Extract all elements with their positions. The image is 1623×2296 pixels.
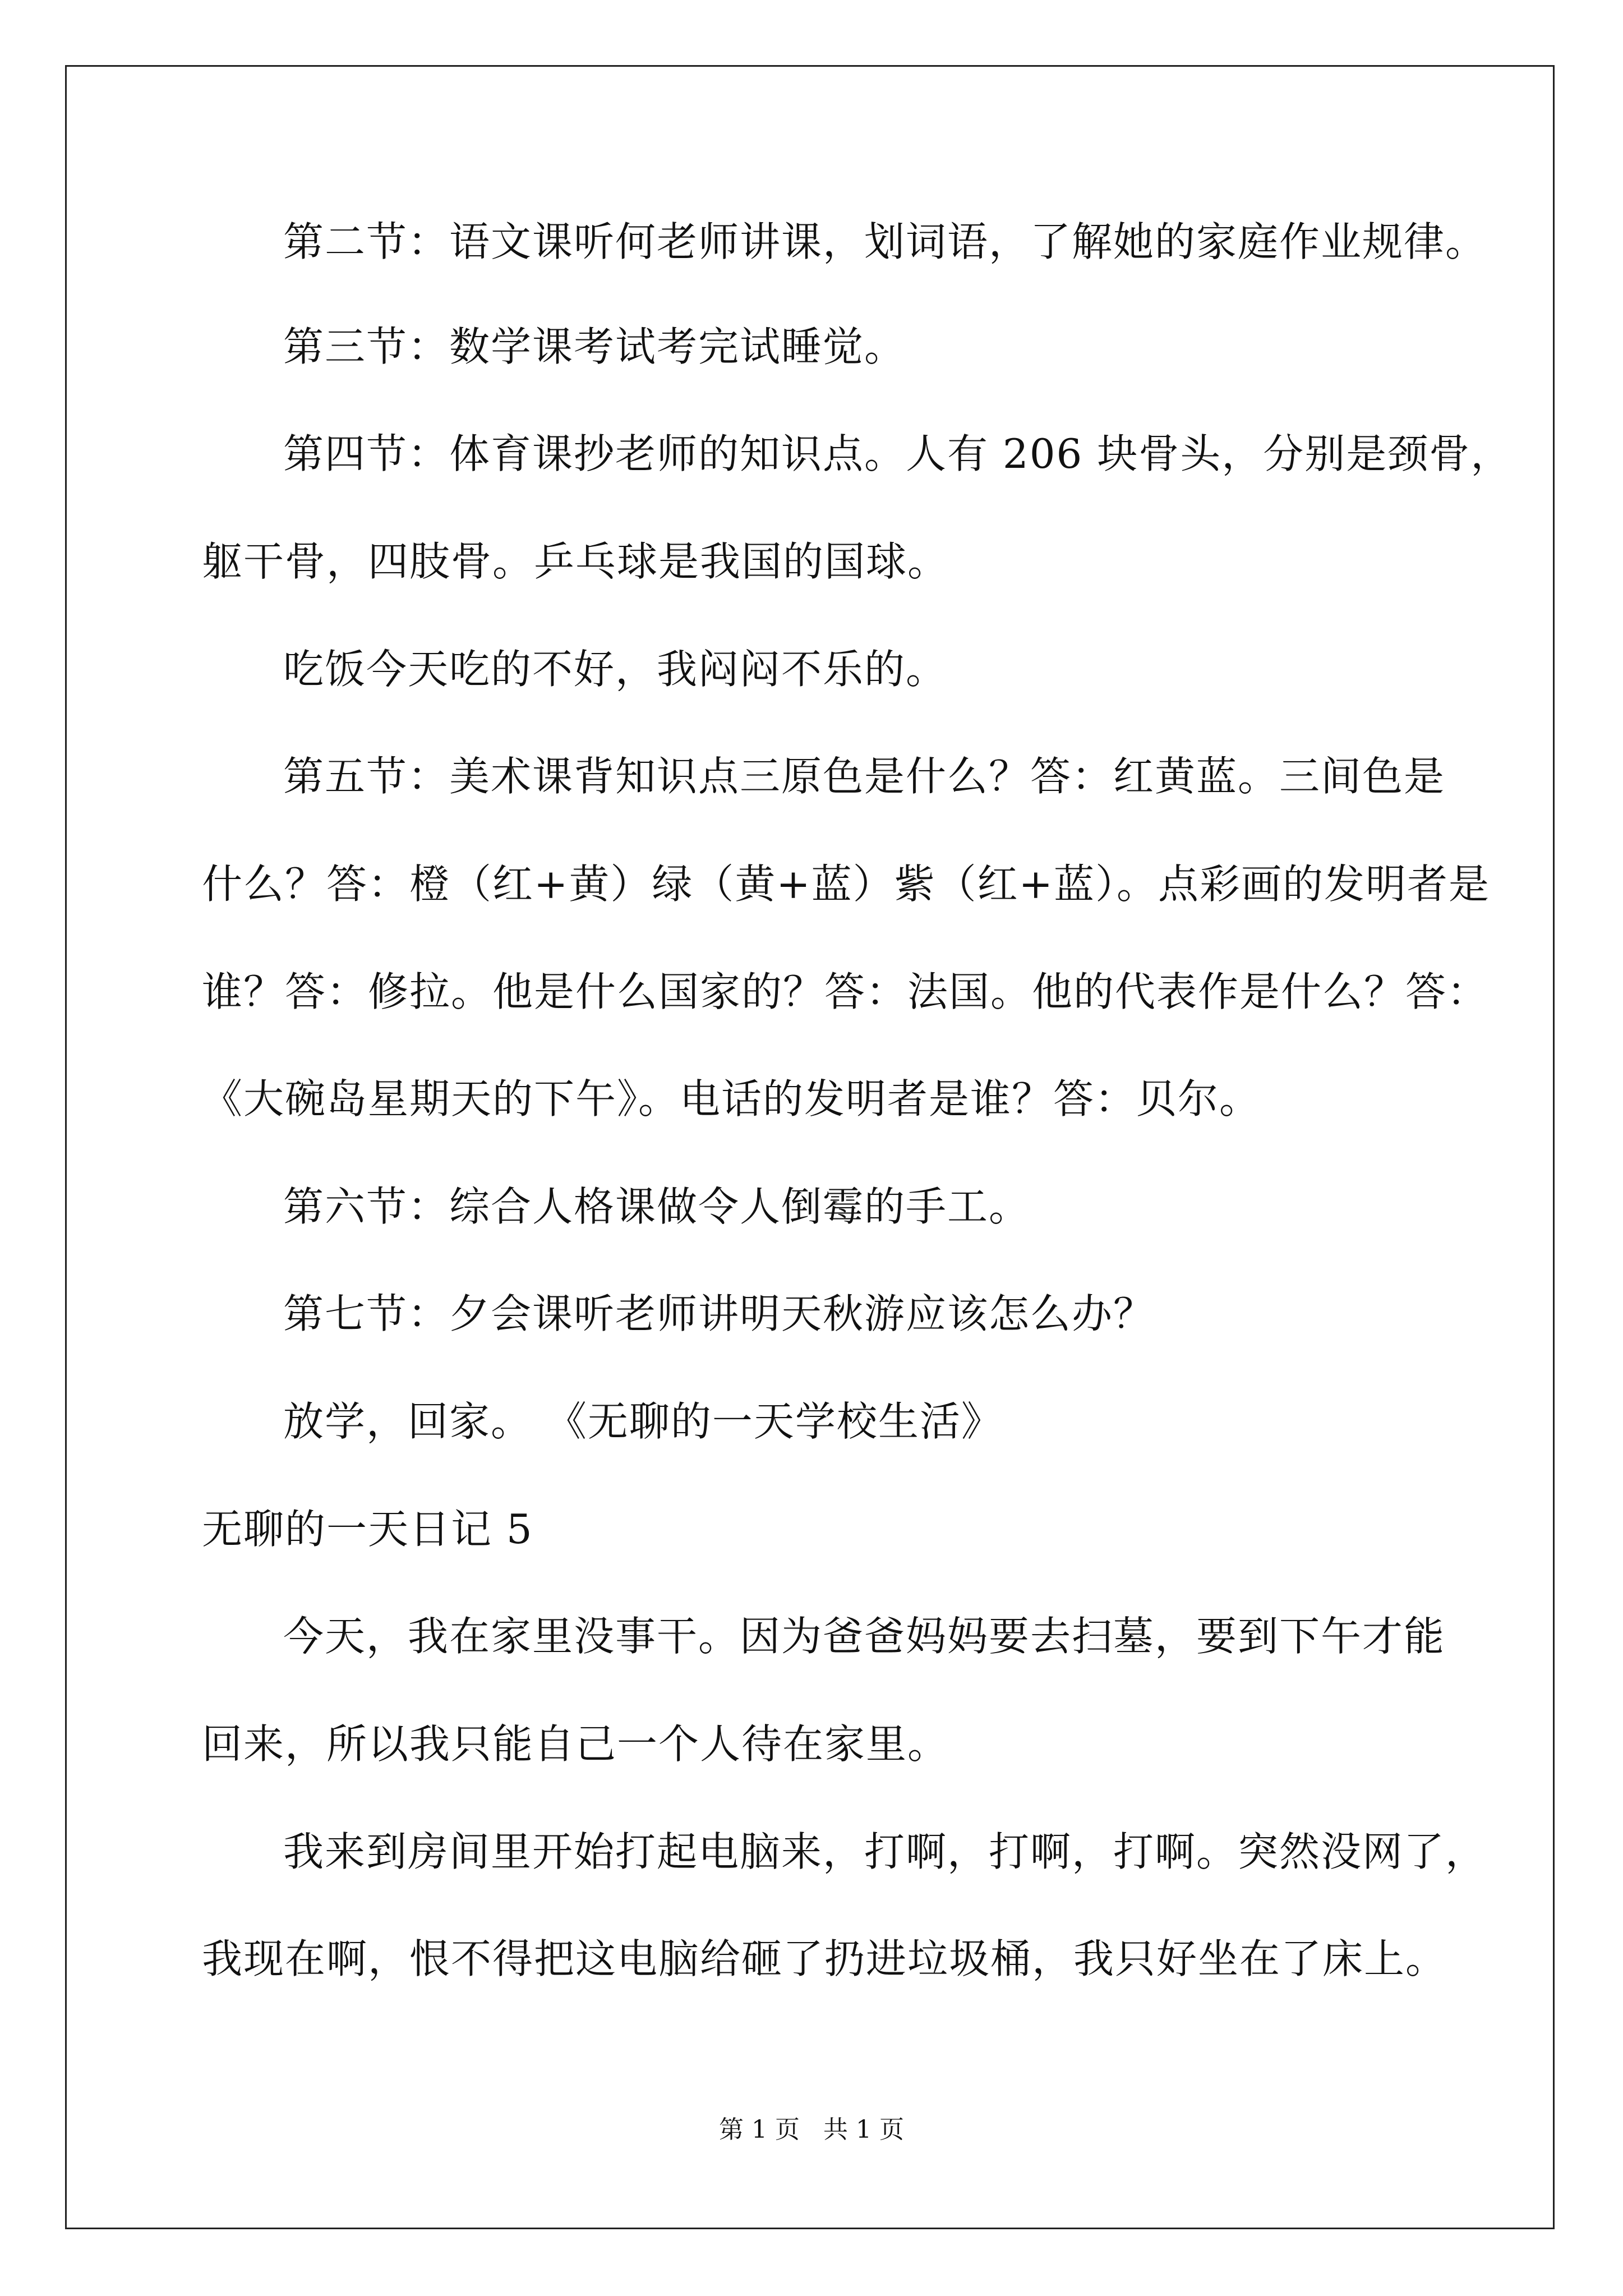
paragraph-line: 《大碗岛星期天的下午》。电话的发明者是谁？答：贝尔。 bbox=[202, 1075, 1261, 1122]
paragraph-line: 回来，所以我只能自己一个人待在家里。 bbox=[202, 1720, 949, 1768]
paragraph-line: 第七节：夕会课听老师讲明天秋游应该怎么办？ bbox=[283, 1290, 1155, 1337]
paragraph-line: 放学，回家。 《无聊的一天学校生活》 bbox=[283, 1398, 1003, 1445]
section-heading: 无聊的一天日记 5 bbox=[202, 1506, 533, 1553]
paragraph-line: 我来到房间里开始打起电脑来，打啊，打啊，打啊。突然没网了， bbox=[283, 1828, 1487, 1875]
paragraph-line: 谁？答：修拉。他是什么国家的？答：法国。他的代表作是什么？答： bbox=[202, 968, 1489, 1015]
paragraph-line: 第二节：语文课听何老师讲课，划词语，了解她的家庭作业规律。 bbox=[283, 218, 1487, 265]
page-border bbox=[65, 65, 1555, 2229]
paragraph-line: 第四节：体育课抄老师的知识点。人有 206 块骨头，分别是颈骨， bbox=[283, 430, 1513, 477]
paragraph-line: 第五节：美术课背知识点三原色是什么？答：红黄蓝。三间色是 bbox=[283, 753, 1446, 800]
paragraph-line: 什么？答：橙（红+黄）绿（黄+蓝）紫（红+蓝）。点彩画的发明者是 bbox=[202, 861, 1490, 908]
paragraph-line: 我现在啊，恨不得把这电脑给砸了扔进垃圾桶，我只好坐在了床上。 bbox=[202, 1935, 1447, 1982]
paragraph-line: 今天，我在家里没事干。因为爸爸妈妈要去扫墓，要到下午才能 bbox=[283, 1613, 1446, 1660]
paragraph-line: 吃饭今天吃的不好，我闷闷不乐的。 bbox=[283, 646, 948, 693]
paragraph-line: 躯干骨，四肢骨。乒乓球是我国的国球。 bbox=[202, 538, 949, 585]
paragraph-line: 第三节：数学课考试考完试睡觉。 bbox=[283, 323, 906, 370]
page-number-footer: 第 1 页 共 1 页 bbox=[719, 2115, 904, 2144]
paragraph-line: 第六节：综合人格课做令人倒霉的手工。 bbox=[283, 1183, 1031, 1230]
